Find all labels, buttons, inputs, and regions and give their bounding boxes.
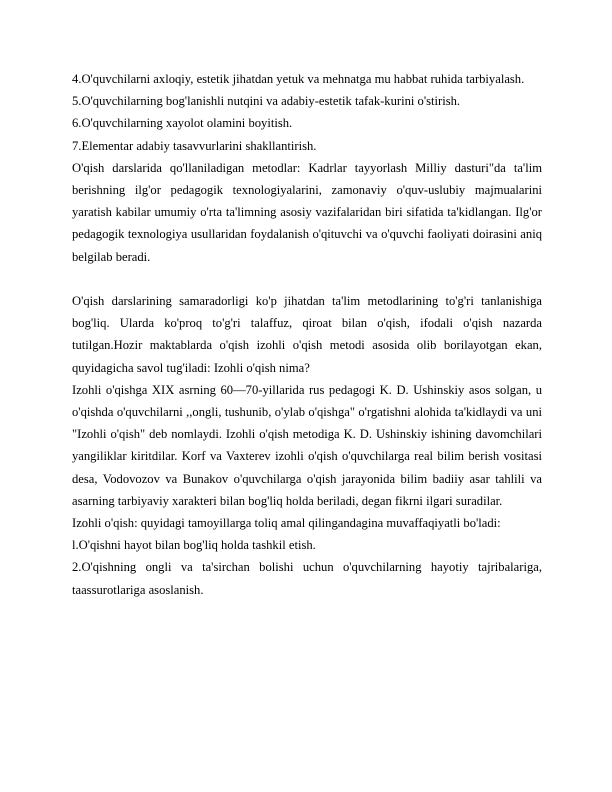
goal-7-paragraph: 7.Elementar adabiy tasavvurlarini shakllantirish. — [72, 138, 317, 153]
principle-2-paragraph: 2.O'qishning ongli va ta'sirchan bolishi uchun o'quvchilarning hayotiy tajribalariga, taassurotlariga asoslanish. — [72, 560, 542, 597]
document-page — [72, 68, 542, 601]
principle-1-paragraph: l.O'qishni hayot bilan bog'liq holda tashkil etish. — [72, 538, 316, 553]
paragraph-spacer — [72, 268, 542, 290]
methods-paragraph: O'qish darslarida qo'llaniladigan metodlar: Kadrlar tayyorlash Milliy dasturi"da ta'lim berishning ilg'or pedagogik texnologiyalarini, zamonaviy o'quv-uslubiy majmualarini yaratish kabilar umumiy o'rta ta'limning asosiy vazifalaridan biri sifatida ta'kidlangan. Ilg'or pedagogik texnologiya usullaridan foydalanish o'qituvchi va o'quvchi faoliyati doirasini aniq belgilab beradi. — [72, 160, 542, 264]
goal-4-paragraph: 4.O'quvchilarni axloqiy, estetik jihatdan yetuk va mehnatga mu habbat ruhida tarbiyalash. — [72, 72, 525, 86]
effectiveness-paragraph: O'qish darslarining samaradorligi ko'p jihatdan ta'lim metodlarining to'g'ri tanlanishiga bog'liq. Ularda ko'proq to'g'ri talaffuz, qiroat bilan o'qish, ifodali o'qish nazarda tutilgan.Hozir maktablarda o'qish izohli o'qish metodi asosida olib borilayotgan ekan, quyidagicha savol tug'iladi: Izohli o'qish nima? — [72, 294, 542, 375]
goal-6-paragraph: 6.O'quvchilarning xayolot olamini boyitish. — [72, 116, 293, 131]
principles-intro-paragraph: Izohli o'qish: quyidagi tamoyillarga toliq amal qilingandagina muvaffaqiyatli bo'ladi: — [72, 516, 501, 531]
goal-5-paragraph: 5.O'quvchilarning bog'lanishli nutqini va adabiy-estetik tafak-kurini o'stirish. — [72, 94, 461, 109]
history-paragraph: Izohli o'qishga XIX asrning 60—70-yillarida rus pedagogi K. D. Ushinskiy asos solgan, u o'qishda o'quvchilarni ,,ongli, tushunib, o'ylab o'qishga" o'rgatishni alohida ta'kidlaydi va uni "Izohli o'qish" deb nomlaydi. Izohli o'qish metodiga K. D. Ushinskiy ishining davomchilari yangiliklar kiritdilar. Korf va Vaxterev izohli o'qish o'quvchilarga real bilim berish vositasi desa, Vodovozov va Bunakov o'quvchilarga o'qish jarayonida bilim badiiy asar tahlili va asarning tarbiyaviy xarakteri bilan bog'liq holda beriladi, degan fikrni ilgari suradilar. — [72, 382, 542, 508]
